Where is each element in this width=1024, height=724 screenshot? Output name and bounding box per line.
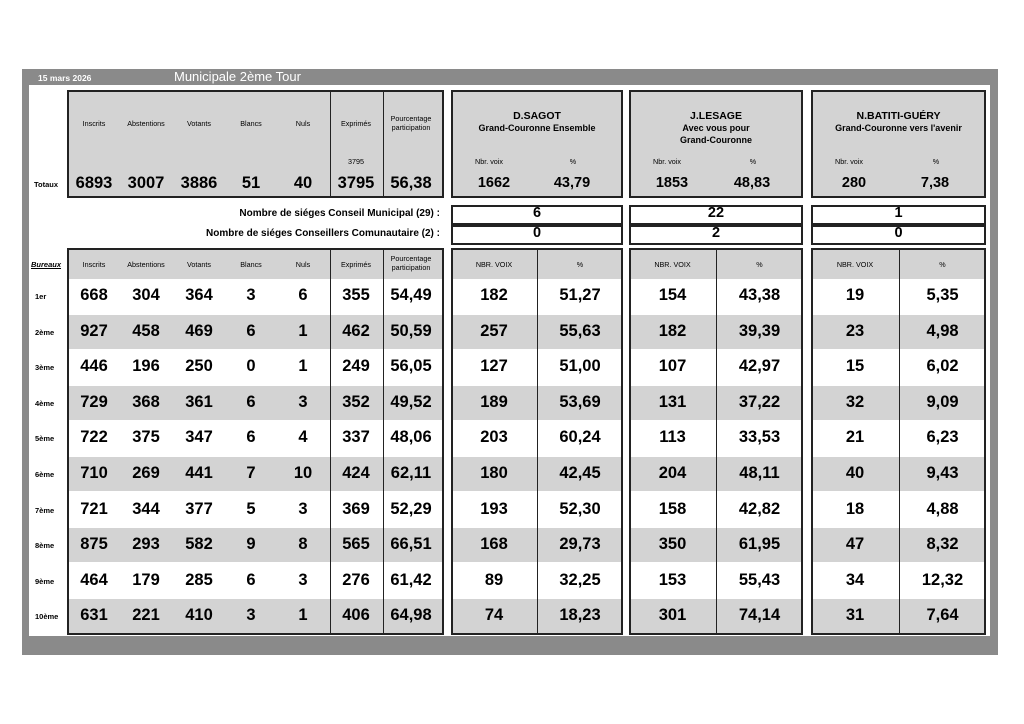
bureau-cand-voix: 158	[658, 500, 687, 518]
bureau-value: 8	[298, 535, 308, 553]
bureau-value: 50,59	[390, 322, 432, 340]
bureau-value: 721	[80, 500, 108, 518]
bureau-value: 276	[342, 571, 370, 589]
bureau-value: 6	[298, 286, 308, 304]
column-header: Inscrits	[82, 119, 106, 128]
seats-community-value: 2	[711, 225, 721, 241]
bureau-value: 9	[246, 535, 256, 553]
bureaux-voix-header: NBR. VOIX	[654, 260, 691, 269]
candidate-list-name: Avec vous pour	[682, 123, 750, 133]
candidate-name: J.LESAGE	[690, 110, 742, 122]
bureau-cand-voix: 168	[480, 535, 508, 553]
candidate-pct: 7,38	[920, 175, 950, 191]
seats-municipal-label: Nombre de siéges Conseil Municipal (29) :	[239, 208, 440, 219]
seats-municipal-value: 6	[532, 205, 542, 221]
bureau-value: 369	[342, 500, 370, 518]
bureau-cand-voix: 257	[480, 322, 508, 340]
bureau-cand-pct: 52,30	[559, 500, 601, 518]
bureau-cand-pct: 9,43	[926, 464, 959, 482]
bureau-value: 221	[132, 606, 160, 624]
bureau-cand-voix: 31	[845, 606, 865, 624]
bureau-name: 4ème	[35, 399, 55, 408]
bureaux-column-header: Exprimés	[341, 260, 371, 269]
bureau-name: 2ème	[35, 328, 55, 337]
bureau-cand-voix: 153	[658, 571, 687, 589]
bureau-value: 64,98	[390, 606, 432, 624]
bureau-cand-pct: 8,32	[926, 535, 959, 553]
bureau-value: 337	[342, 428, 370, 446]
bureau-cand-voix: 19	[845, 286, 865, 304]
election-date: 15 mars 2026	[38, 73, 92, 83]
bureau-name: 8ème	[35, 541, 55, 550]
bureaux-pct-header: %	[756, 260, 763, 269]
bureaux-header: Bureaux	[31, 260, 62, 269]
bureau-value: 56,05	[390, 357, 432, 375]
bureau-name: 3ème	[35, 363, 55, 372]
bureau-cand-pct: 32,25	[559, 571, 601, 589]
seats-municipal-value: 1	[894, 205, 903, 221]
seats-community-label: Nombre de siéges Conseillers Comunautaire (2) :	[206, 228, 440, 239]
candidate-voix: 280	[841, 175, 867, 191]
bureau-cand-pct: 39,39	[738, 322, 781, 340]
bureau-value: 249	[342, 357, 370, 375]
bureau-cand-pct: 43,38	[738, 286, 781, 304]
bureau-name: 5ème	[35, 434, 55, 443]
bureau-cand-voix: 182	[480, 286, 508, 304]
voix-label: Nbr. voix	[835, 157, 863, 166]
column-header: Exprimés	[341, 119, 371, 128]
bureau-cand-pct: 37,22	[738, 393, 781, 411]
bureau-value: 377	[185, 500, 213, 518]
bureau-cand-pct: 4,98	[926, 322, 959, 340]
bureau-value: 6	[246, 322, 256, 340]
candidate-list-name: Grand-Couronne vers l'avenir	[835, 123, 962, 133]
bureau-value: 355	[342, 286, 370, 304]
bureau-value: 424	[342, 464, 370, 482]
candidate-voix: 1853	[655, 175, 689, 191]
bureau-cand-voix: 74	[484, 606, 504, 624]
bureau-value: 62,11	[390, 464, 432, 482]
bureau-cand-voix: 180	[480, 464, 508, 482]
bureaux-column-header: Abstentions	[127, 260, 165, 269]
bureau-value: 269	[132, 464, 160, 482]
bureau-value: 61,42	[390, 571, 432, 589]
bureau-value: 66,51	[390, 535, 432, 553]
bureau-value: 565	[342, 535, 370, 553]
bureau-value: 361	[185, 393, 213, 411]
bureau-value: 582	[185, 535, 213, 553]
candidate-name: N.BATITI-GUÉRY	[856, 110, 941, 122]
bureau-value: 285	[185, 571, 213, 589]
bureau-value: 293	[132, 535, 160, 553]
bureau-value: 49,52	[390, 393, 432, 411]
bureau-cand-pct: 42,45	[559, 464, 601, 482]
bureau-value: 250	[185, 357, 213, 375]
bureau-cand-voix: 15	[845, 357, 865, 375]
bureau-cand-pct: 42,82	[738, 500, 781, 518]
bureau-value: 52,29	[390, 500, 432, 518]
bureau-value: 1	[298, 322, 308, 340]
bureau-cand-pct: 6,23	[926, 428, 959, 446]
bureau-value: 7	[246, 464, 256, 482]
bureau-cand-pct: 60,24	[559, 428, 601, 446]
bureau-value: 464	[80, 571, 108, 589]
column-header: Nuls	[295, 119, 311, 128]
bureau-cand-voix: 18	[845, 500, 865, 518]
voix-label: Nbr. voix	[475, 157, 503, 166]
bureau-cand-pct: 33,53	[738, 428, 781, 446]
bureau-value: 347	[185, 428, 213, 446]
bureau-value: 441	[185, 464, 213, 482]
bureau-value: 352	[342, 393, 370, 411]
bureau-value: 710	[80, 464, 108, 482]
bureau-cand-voix: 23	[845, 322, 865, 340]
page-title: Municipale 2ème Tour	[174, 69, 301, 84]
bureaux-pct-header: %	[576, 260, 584, 269]
bureau-cand-pct: 51,00	[559, 357, 601, 375]
bureaux-voix-header: NBR. VOIX	[836, 260, 874, 269]
seats-community-value: 0	[894, 225, 903, 241]
totals-value: 51	[241, 174, 261, 192]
bureaux-voix-header: NBR. VOIX	[475, 260, 513, 269]
column-header: Votants	[187, 119, 211, 128]
bureau-value: 54,49	[390, 286, 432, 304]
bureau-name: 9ème	[35, 577, 55, 586]
bureau-value: 410	[185, 606, 213, 624]
candidate-name: D.SAGOT	[513, 110, 561, 122]
bureau-value: 875	[80, 535, 108, 553]
bureau-cand-voix: 47	[845, 535, 865, 553]
bureau-value: 3	[298, 571, 308, 589]
voix-label: Nbr. voix	[653, 157, 681, 166]
bureau-value: 631	[80, 606, 108, 624]
bureau-value: 196	[132, 357, 160, 375]
bureau-value: 5	[246, 500, 256, 518]
bureau-name: 1er	[35, 292, 47, 301]
bureau-cand-voix: 113	[659, 428, 686, 446]
bureau-value: 0	[246, 357, 256, 375]
bureau-cand-voix: 203	[480, 428, 508, 446]
bureau-cand-pct: 29,73	[559, 535, 601, 553]
bureau-cand-voix: 21	[845, 428, 865, 446]
bureau-value: 6	[246, 393, 256, 411]
bureau-cand-voix: 189	[480, 393, 508, 411]
bureaux-column-header: Inscrits	[82, 260, 106, 269]
seats-community-value: 0	[532, 225, 542, 241]
bureau-value: 304	[132, 286, 160, 304]
bureau-cand-voix: 204	[658, 464, 687, 482]
bureau-value: 10	[293, 464, 313, 482]
bureau-name: 7ème	[35, 506, 55, 515]
bureau-cand-voix: 34	[845, 571, 865, 589]
bureau-cand-voix: 301	[658, 606, 687, 624]
bureau-cand-pct: 42,97	[738, 357, 781, 375]
totals-value: 3795	[337, 174, 375, 192]
bureaux-column-header: Nuls	[295, 260, 311, 269]
bureau-value: 729	[80, 393, 108, 411]
bureau-cand-pct: 18,23	[559, 606, 601, 624]
seats-municipal-value: 22	[707, 205, 725, 221]
candidate-pct: 43,79	[553, 175, 591, 191]
bureau-name: 10ème	[35, 612, 59, 621]
bureau-cand-pct: 51,27	[559, 286, 601, 304]
bureau-value: 3	[298, 500, 308, 518]
bureaux-pct-header: %	[939, 260, 946, 269]
candidate-list-name: Grand-Couronne	[680, 135, 752, 145]
bureau-value: 3	[298, 393, 308, 411]
bureau-value: 48,06	[390, 428, 432, 446]
bureau-value: 1	[298, 606, 308, 624]
column-header: Abstentions	[127, 119, 165, 128]
totals-value: 3007	[127, 174, 165, 192]
bureau-value: 458	[132, 322, 160, 340]
bureau-value: 4	[298, 428, 308, 446]
candidate-list-name: Grand-Couronne Ensemble	[478, 123, 596, 133]
totals-value: 40	[293, 174, 313, 192]
bureau-value: 668	[80, 286, 108, 304]
bureau-cand-voix: 32	[845, 393, 865, 411]
bureau-cand-voix: 350	[658, 535, 687, 553]
bureau-cand-voix: 154	[658, 286, 687, 304]
exprimes-small-value: 3795	[348, 157, 364, 166]
bureau-cand-voix: 127	[480, 357, 508, 375]
bureau-cand-pct: 9,09	[926, 393, 959, 411]
bureau-cand-pct: 55,43	[738, 571, 781, 589]
bureau-cand-pct: 4,88	[926, 500, 959, 518]
bureau-cand-pct: 74,14	[738, 606, 781, 624]
bureau-cand-voix: 131	[658, 393, 687, 411]
bureau-value: 1	[298, 357, 308, 375]
bureau-value: 469	[185, 322, 213, 340]
totals-value: 56,38	[390, 174, 432, 192]
bureau-cand-pct: 48,11	[739, 464, 780, 482]
bureau-value: 722	[80, 428, 108, 446]
bureaux-column-header: Votants	[187, 260, 211, 269]
bureau-name: 6ème	[35, 470, 55, 479]
bureau-value: 3	[246, 606, 256, 624]
bureau-value: 179	[132, 571, 160, 589]
bureau-value: 927	[80, 322, 108, 340]
bureau-cand-voix: 193	[480, 500, 508, 518]
pct-label: %	[749, 157, 757, 166]
bureaux-column-header: Pourcentage participation	[390, 254, 432, 272]
bureau-value: 375	[132, 428, 160, 446]
bureau-cand-voix: 89	[484, 571, 504, 589]
bureau-value: 6	[246, 428, 256, 446]
bureau-cand-pct: 61,95	[738, 535, 781, 553]
bureau-value: 3	[246, 286, 256, 304]
bureau-value: 406	[342, 606, 370, 624]
bureau-value: 6	[246, 571, 256, 589]
column-header: Blancs	[240, 119, 262, 128]
bureau-cand-pct: 53,69	[559, 393, 601, 411]
column-header: Pourcentage participation	[390, 114, 432, 132]
bureau-value: 364	[185, 286, 213, 304]
bureau-value: 446	[80, 357, 108, 375]
bureau-cand-pct: 12,32	[921, 571, 964, 589]
pct-label: %	[932, 157, 940, 166]
bureau-cand-pct: 55,63	[559, 322, 601, 340]
bureau-value: 368	[132, 393, 160, 411]
bureaux-column-header: Blancs	[240, 260, 262, 269]
candidate-pct: 48,83	[733, 175, 771, 191]
bureau-value: 344	[132, 500, 160, 518]
bureau-cand-pct: 7,64	[926, 606, 959, 624]
totals-value: 6893	[75, 174, 113, 192]
totals-label: Totaux	[34, 180, 59, 189]
bureau-cand-pct: 6,02	[926, 357, 959, 375]
bureau-cand-voix: 182	[658, 322, 687, 340]
bureau-cand-voix: 40	[845, 464, 865, 482]
bureau-cand-voix: 107	[658, 357, 687, 375]
bureau-cand-pct: 5,35	[926, 286, 959, 304]
bureau-value: 462	[342, 322, 370, 340]
pct-label: %	[569, 157, 577, 166]
totals-value: 3886	[180, 174, 218, 192]
candidate-voix: 1662	[477, 175, 511, 191]
